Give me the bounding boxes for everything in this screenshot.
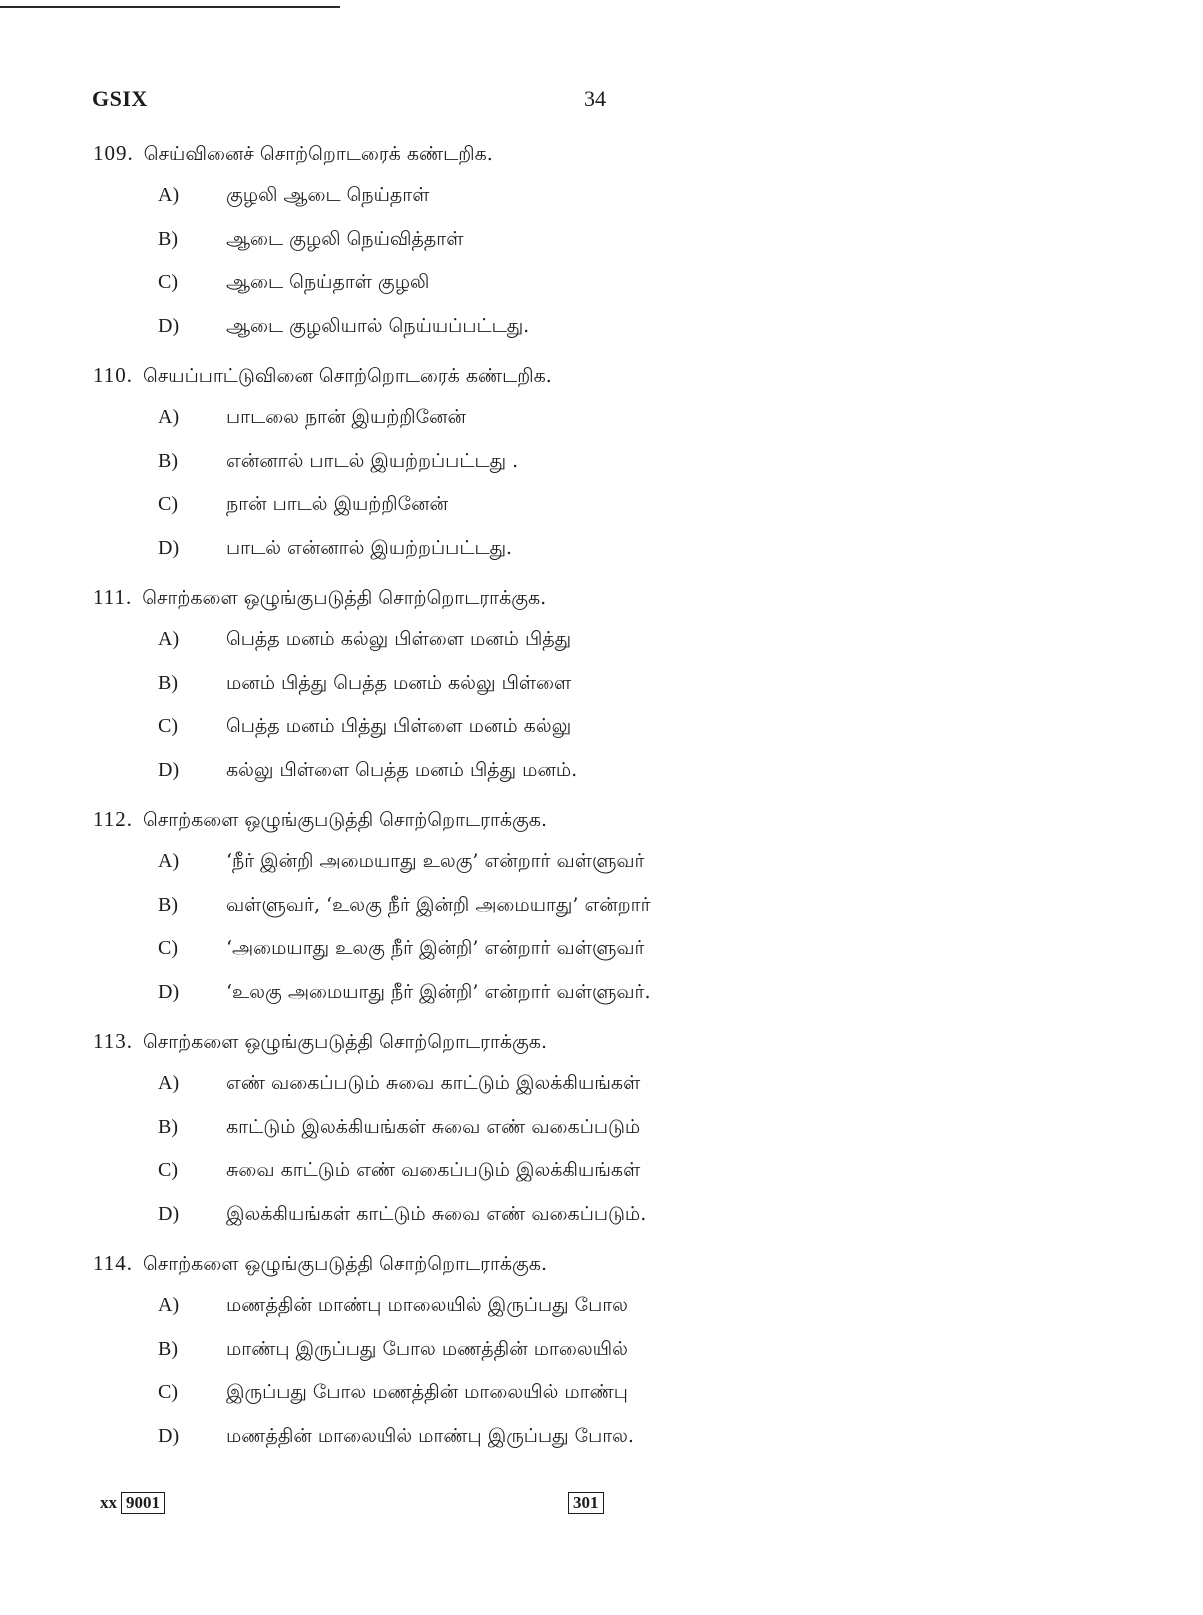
option-c	[158, 489, 448, 519]
option-letter: C)	[158, 1381, 178, 1403]
option-text: மணத்தின் மாலையில் மாண்பு இருப்பது போல.	[226, 1425, 634, 1447]
sheet-number: 301	[568, 1492, 604, 1514]
question-114	[0, 1248, 1203, 1470]
option-text: மணத்தின் மாண்பு மாலையில் இருப்பது போல	[226, 1294, 628, 1316]
question-109	[0, 138, 1203, 360]
option-b	[158, 668, 571, 698]
option-text: காட்டும் இலக்கியங்கள் சுவை எண் வகைப்படும்	[226, 1116, 641, 1138]
option-a	[158, 402, 466, 432]
option-b	[158, 446, 518, 476]
option-text: நான் பாடல் இயற்றினேன்	[226, 493, 448, 515]
question-111	[0, 582, 1203, 804]
series-code-box: 9001	[121, 1492, 165, 1514]
option-letter: B)	[158, 228, 178, 250]
option-text: இலக்கியங்கள் காட்டும் சுவை எண் வகைப்படும்.	[226, 1203, 647, 1225]
option-c	[158, 1377, 628, 1407]
option-text: மாண்பு இருப்பது போல மணத்தின் மாலையில்	[226, 1338, 628, 1360]
option-text: இருப்பது போல மணத்தின் மாலையில் மாண்பு	[226, 1381, 628, 1403]
question-number: 109.	[93, 141, 134, 165]
option-d	[158, 1199, 646, 1229]
option-text: சுவை காட்டும் எண் வகைப்படும் இலக்கியங்கள்	[226, 1159, 641, 1181]
option-letter: D)	[158, 1203, 180, 1225]
option-letter: D)	[158, 315, 180, 337]
option-letter: D)	[158, 1425, 180, 1447]
question-number: 111.	[93, 585, 133, 609]
option-d	[158, 311, 529, 341]
question-text: செய்வினைச் சொற்றொடரைக் கண்டறிக.	[143, 143, 493, 165]
question-text: செயப்பாட்டுவினை சொற்றொடரைக் கண்டறிக.	[142, 365, 552, 387]
option-letter: D)	[158, 537, 180, 559]
option-text: என்னால் பாடல் இயற்றப்பட்டது .	[226, 450, 519, 472]
question-stem	[93, 360, 552, 390]
option-letter: B)	[158, 672, 178, 694]
option-letter: C)	[158, 1159, 178, 1181]
question-number: 114.	[93, 1251, 133, 1275]
option-letter: D)	[158, 759, 180, 781]
option-a	[158, 180, 429, 210]
option-letter: A)	[158, 1072, 180, 1094]
option-d	[158, 977, 651, 1007]
question-stem	[93, 1248, 547, 1278]
option-a	[158, 846, 644, 876]
option-letter: C)	[158, 937, 178, 959]
option-b	[158, 1112, 640, 1142]
question-number: 112.	[93, 807, 133, 831]
option-text: வள்ளுவர், ‘உலகு நீர் இன்றி அமையாது’ என்றார்	[226, 894, 651, 916]
option-letter: C)	[158, 493, 178, 515]
option-text: ஆடை நெய்தாள் குழலி	[226, 271, 430, 293]
option-d	[158, 1421, 634, 1451]
question-stem	[93, 138, 493, 168]
question-text: சொற்களை ஒழுங்குபடுத்தி சொற்றொடராக்குக.	[142, 587, 547, 609]
option-c	[158, 267, 429, 297]
top-rule	[0, 6, 340, 8]
question-stem	[93, 582, 546, 612]
option-c	[158, 1155, 640, 1185]
option-text: ‘அமையாது உலகு நீர் இன்றி’ என்றார் வள்ளுவர்	[226, 937, 645, 959]
option-letter: B)	[158, 1338, 178, 1360]
question-110	[0, 360, 1203, 582]
question-text: சொற்களை ஒழுங்குபடுத்தி சொற்றொடராக்குக.	[142, 1031, 547, 1053]
option-text: பாடல் என்னால் இயற்றப்பட்டது.	[226, 537, 513, 559]
question-text: சொற்களை ஒழுங்குபடுத்தி சொற்றொடராக்குக.	[142, 809, 547, 831]
option-text: மனம் பித்து பெத்த மனம் கல்லு பிள்ளை	[226, 672, 572, 694]
option-letter: A)	[158, 1294, 180, 1316]
option-text: பெத்த மனம் கல்லு பிள்ளை மனம் பித்து	[226, 628, 572, 650]
option-letter: A)	[158, 406, 180, 428]
option-d	[158, 533, 512, 563]
option-b	[158, 1334, 628, 1364]
option-b	[158, 890, 651, 920]
option-a	[158, 624, 571, 654]
paper-code: GSIX	[92, 86, 148, 111]
option-text: ‘நீர் இன்றி அமையாது உலகு’ என்றார் வள்ளுவர்	[226, 850, 645, 872]
option-letter: B)	[158, 450, 178, 472]
option-letter: D)	[158, 981, 180, 1003]
option-text: பாடலை நான் இயற்றினேன்	[226, 406, 466, 428]
option-text: குழலி ஆடை நெய்தாள்	[226, 184, 430, 206]
option-d	[158, 755, 577, 785]
option-c	[158, 933, 644, 963]
option-text: பெத்த மனம் பித்து பிள்ளை மனம் கல்லு	[226, 715, 572, 737]
series-prefix: xx	[100, 1493, 117, 1512]
question-number: 110.	[93, 363, 133, 387]
series-code	[100, 1492, 165, 1514]
option-text: ஆடை குழலி நெய்வித்தாள்	[226, 228, 464, 250]
question-stem	[93, 804, 547, 834]
question-text: சொற்களை ஒழுங்குபடுத்தி சொற்றொடராக்குக.	[142, 1253, 547, 1275]
question-stem	[93, 1026, 547, 1056]
option-text: கல்லு பிள்ளை பெத்த மனம் பித்து மனம்.	[226, 759, 578, 781]
option-letter: C)	[158, 271, 178, 293]
option-a	[158, 1290, 628, 1320]
option-letter: B)	[158, 1116, 178, 1138]
question-number: 113.	[93, 1029, 133, 1053]
option-letter: B)	[158, 894, 178, 916]
question-112	[0, 804, 1203, 1026]
option-b	[158, 224, 463, 254]
option-c	[158, 711, 571, 741]
option-text: ஆடை குழலியால் நெய்யப்பட்டது.	[226, 315, 530, 337]
page-number: 34	[584, 86, 606, 111]
question-list	[0, 138, 1203, 1470]
question-113	[0, 1026, 1203, 1248]
option-letter: A)	[158, 184, 180, 206]
option-letter: A)	[158, 628, 180, 650]
option-letter: A)	[158, 850, 180, 872]
option-a	[158, 1068, 640, 1098]
option-text: ‘உலகு அமையாது நீர் இன்றி’ என்றார் வள்ளுவர்.	[226, 981, 651, 1003]
option-letter: C)	[158, 715, 178, 737]
option-text: எண் வகைப்படும் சுவை காட்டும் இலக்கியங்கள்	[226, 1072, 641, 1094]
